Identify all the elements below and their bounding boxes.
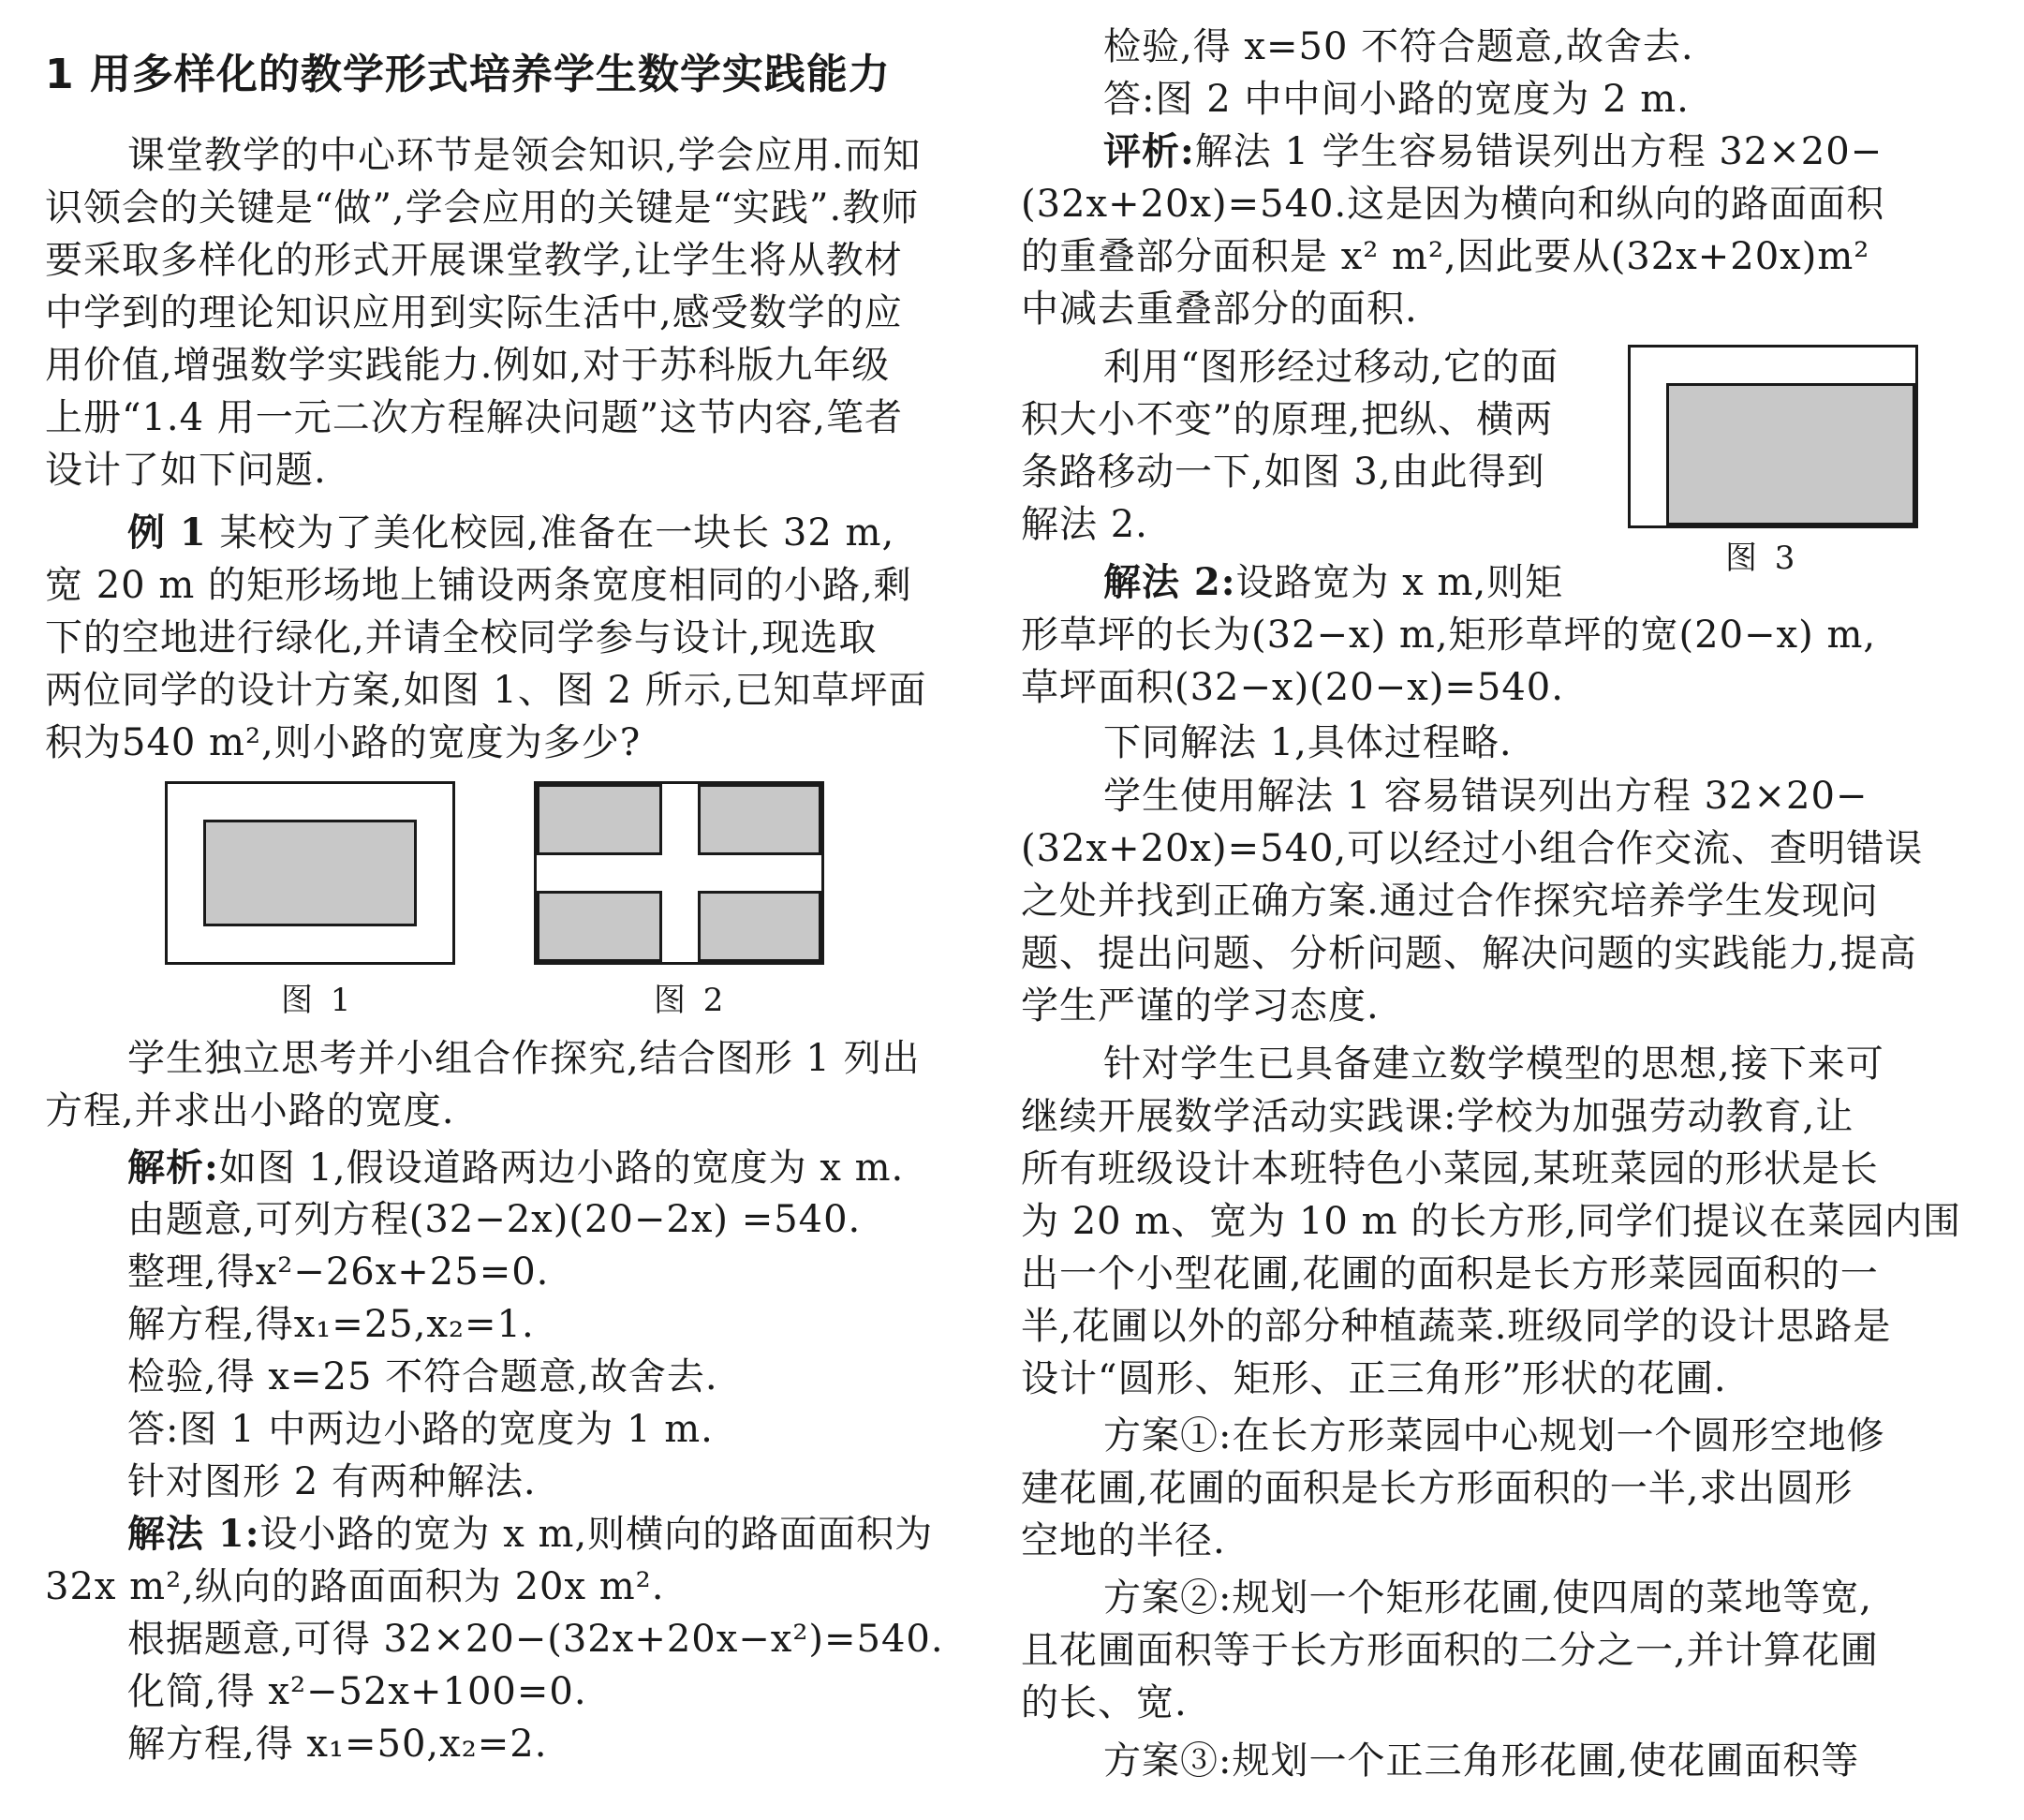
example-label: 例 1 bbox=[127, 510, 207, 555]
figure-2-lawn bbox=[537, 891, 662, 962]
figure-2-lawn bbox=[698, 891, 821, 962]
body-line: 题、提出问题、分析问题、解决问题的实践能力,提高 bbox=[1021, 932, 1917, 975]
solution-2-label: 解法 2: bbox=[1103, 560, 1236, 604]
solution-1-line: 32x m²,纵向的路面面积为 20x m². bbox=[45, 1565, 665, 1608]
body-line: 答:图 2 中中间小路的宽度为 2 m. bbox=[1103, 78, 1690, 121]
example-line: 下的空地进行绿化,并请全校同学参与设计,现选取 bbox=[45, 616, 878, 659]
figure-2-lawn bbox=[698, 784, 821, 855]
intro-line: 中学到的理论知识应用到实际生活中,感受数学的应 bbox=[45, 291, 903, 334]
intro-line: 要采取多样化的形式开展课堂教学,让学生将从教材 bbox=[45, 239, 903, 282]
section-heading: 1 用多样化的教学形式培养学生数学实践能力 bbox=[45, 51, 891, 98]
solution-1-line: 化简,得 x²−52x+100=0. bbox=[127, 1670, 587, 1713]
solution-2-line: 下同解法 1,具体过程略. bbox=[1103, 721, 1513, 764]
body-line: 半,花圃以外的部分种植蔬菜.班级同学的设计思路是 bbox=[1021, 1305, 1892, 1348]
body-line: 方程,并求出小路的宽度. bbox=[45, 1089, 455, 1132]
comment-label: 评析: bbox=[1103, 129, 1195, 173]
solution-1-first-line: 解法 1:设小路的宽为 x m,则横向的路面面积为 bbox=[127, 1512, 934, 1556]
solution-2-first-line: 解法 2:设路宽为 x m,则矩 bbox=[1103, 560, 1564, 604]
figure-3 bbox=[1628, 345, 1918, 528]
figure-2-lawn bbox=[537, 784, 662, 855]
body-line: 继续开展数学活动实践课:学校为加强劳动教育,让 bbox=[1021, 1095, 1854, 1138]
analysis-line: 整理,得x²−26x+25=0. bbox=[127, 1250, 550, 1294]
intro-line: 识领会的关键是“做”,学会应用的关键是“实践”.教师 bbox=[45, 186, 920, 229]
solution-2-line: 草坪面积(32−x)(20−x)=540. bbox=[1021, 666, 1564, 709]
body-line: 学生独立思考并小组合作探究,结合图形 1 列出 bbox=[127, 1037, 921, 1080]
plan-2-line: 方案②:规划一个矩形花圃,使四周的菜地等宽, bbox=[1103, 1576, 1872, 1620]
comment-line: 的重叠部分面积是 x² m²,因此要从(32x+20x)m² bbox=[1021, 235, 1870, 278]
body-line: 解法 2. bbox=[1021, 503, 1148, 546]
intro-line: 设计了如下问题. bbox=[45, 449, 327, 492]
plan-2-line: 且花圃面积等于长方形面积的二分之一,并计算花圃 bbox=[1021, 1629, 1879, 1672]
figure-2 bbox=[534, 781, 824, 965]
solution-2-line: 形草坪的长为(32−x) m,矩形草坪的宽(20−x) m, bbox=[1021, 614, 1877, 657]
figure-1 bbox=[165, 781, 455, 965]
plan-1-line: 空地的半径. bbox=[1021, 1519, 1226, 1562]
body-line: 所有班级设计本班特色小菜园,某班菜园的形状是长 bbox=[1021, 1147, 1879, 1191]
body-line: 积大小不变”的原理,把纵、横两 bbox=[1021, 398, 1554, 441]
intro-line: 上册“1.4 用一元二次方程解决问题”这节内容,笔者 bbox=[45, 396, 903, 439]
analysis-line: 答:图 1 中两边小路的宽度为 1 m. bbox=[127, 1408, 714, 1451]
analysis-label: 解析: bbox=[127, 1146, 219, 1190]
analysis-line: 解方程,得x₁=25,x₂=1. bbox=[127, 1303, 535, 1346]
analysis-line: 针对图形 2 有两种解法. bbox=[127, 1460, 537, 1503]
body-line: 检验,得 x=50 不符合题意,故舍去. bbox=[1103, 25, 1694, 68]
figure-3-lawn bbox=[1666, 383, 1915, 525]
plan-3-line: 方案③:规划一个正三角形花圃,使花圃面积等 bbox=[1103, 1739, 1860, 1783]
body-line: 之处并找到正确方案.通过合作探究培养学生发现问 bbox=[1021, 880, 1879, 923]
body-line: 学生使用解法 1 容易错误列出方程 32×20− bbox=[1103, 775, 1869, 818]
comment-line: (32x+20x)=540.这是因为横向和纵向的路面面积 bbox=[1021, 183, 1885, 226]
body-line: 出一个小型花圃,花圃的面积是长方形菜园面积的一 bbox=[1021, 1252, 1879, 1295]
solution-1-line: 解方程,得 x₁=50,x₂=2. bbox=[127, 1723, 548, 1766]
intro-line: 课堂教学的中心环节是领会知识,学会应用.而知 bbox=[127, 134, 922, 177]
body-line: 条路移动一下,如图 3,由此得到 bbox=[1021, 451, 1545, 494]
body-line: 利用“图形经过移动,它的面 bbox=[1103, 346, 1559, 389]
figure-1-lawn bbox=[203, 820, 417, 926]
example-first-line: 例 1 某校为了美化校园,准备在一块长 32 m, bbox=[127, 510, 895, 555]
analysis-first-line: 解析:如图 1,假设道路两边小路的宽度为 x m. bbox=[127, 1146, 905, 1190]
example-line: 两位同学的设计方案,如图 1、图 2 所示,已知草坪面 bbox=[45, 669, 927, 712]
analysis-line: 由题意,可列方程(32−2x)(20−2x) =540. bbox=[127, 1198, 862, 1241]
body-line: 为 20 m、宽为 10 m 的长方形,同学们提议在菜园内围 bbox=[1021, 1200, 1961, 1243]
figure-1-caption: 图 1 bbox=[281, 982, 355, 1019]
plan-1-line: 建花圃,花圃的面积是长方形面积的一半,求出圆形 bbox=[1021, 1467, 1854, 1510]
body-line: (32x+20x)=540,可以经过小组合作交流、查明错误 bbox=[1021, 827, 1924, 870]
intro-line: 用价值,增强数学实践能力.例如,对于苏科版九年级 bbox=[45, 344, 891, 387]
body-line: 学生严谨的学习态度. bbox=[1021, 984, 1380, 1028]
comment-line: 中减去重叠部分的面积. bbox=[1021, 288, 1418, 331]
example-line: 宽 20 m 的矩形场地上铺设两条宽度相同的小路,剩 bbox=[45, 564, 912, 607]
plan-2-line: 的长、宽. bbox=[1021, 1681, 1188, 1724]
plan-1-line: 方案①:在长方形菜园中心规划一个圆形空地修 bbox=[1103, 1414, 1885, 1457]
body-line: 针对学生已具备建立数学模型的思想,接下来可 bbox=[1103, 1043, 1884, 1086]
solution-1-label: 解法 1: bbox=[127, 1512, 260, 1556]
analysis-line: 检验,得 x=25 不符合题意,故舍去. bbox=[127, 1355, 718, 1398]
body-line: 设计“圆形、矩形、正三角形”形状的花圃. bbox=[1021, 1357, 1727, 1400]
figure-3-caption: 图 3 bbox=[1725, 540, 1799, 577]
example-line: 积为540 m²,则小路的宽度为多少? bbox=[45, 721, 642, 764]
figure-2-caption: 图 2 bbox=[654, 982, 728, 1019]
solution-1-line: 根据题意,可得 32×20−(32x+20x−x²)=540. bbox=[127, 1618, 944, 1661]
comment-first-line: 评析:解法 1 学生容易错误列出方程 32×20− bbox=[1103, 129, 1884, 173]
